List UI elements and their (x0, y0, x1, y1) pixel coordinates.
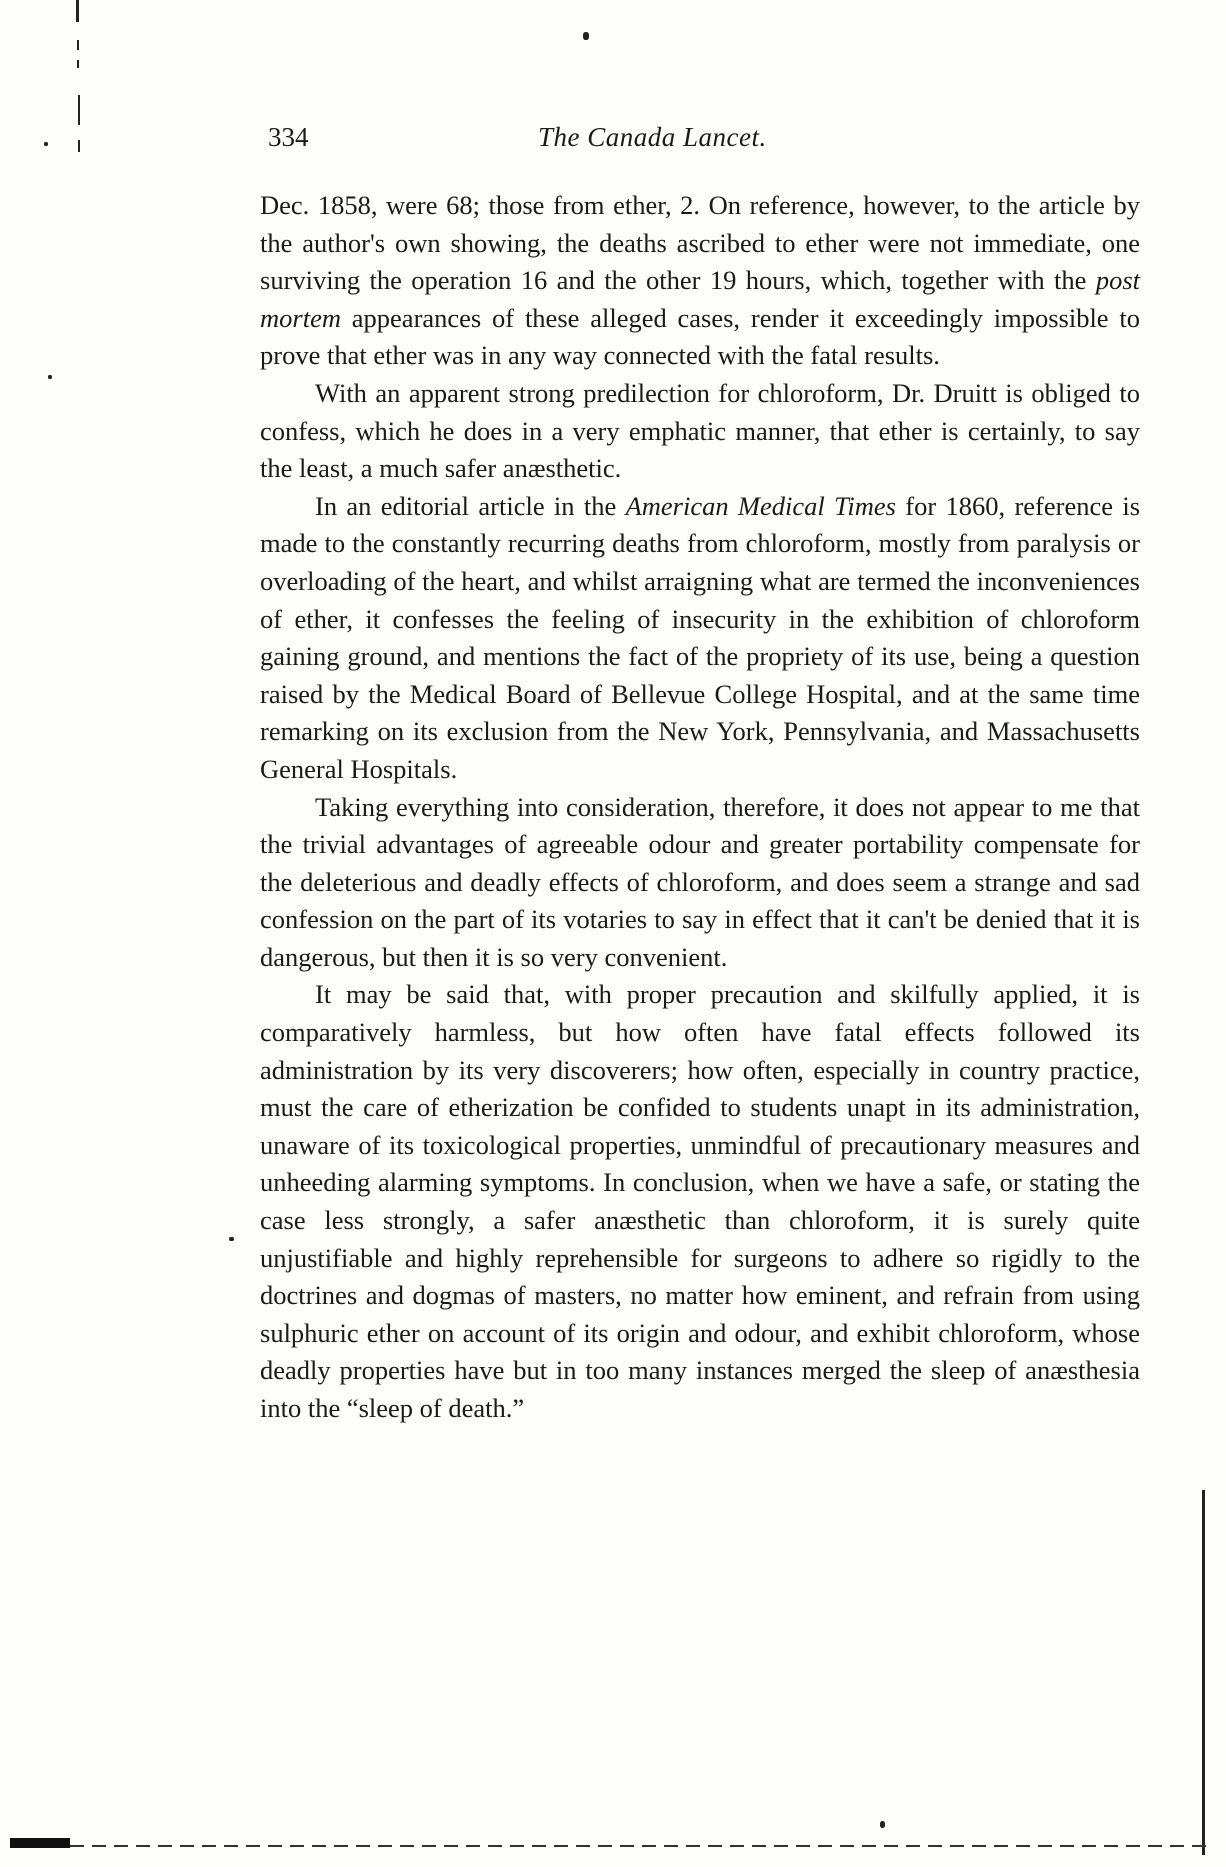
page-edge-line (1202, 1490, 1205, 1855)
scan-mark (76, 0, 79, 22)
scan-mark (10, 1838, 70, 1848)
paragraph-text: It may be said that, with proper precaution and skilfully applied, it is comparatively harmless, but how often have fatal effects followed its administration by its very discoverers; how often, especially in country practice, must the care of etherization be confided to students unapt in its administration, unaware of its toxicological properties, unmindful of precautionary measures and unheeding alarming symptoms. In conclusion, when we have a safe, or stating the case less strongly, a safer anæsthetic than chloroform, it is surely quite unjustifiable and highly reprehensible for surgeons to adhere so rigidly to the doctrines and dogmas of masters, no matter how eminent, and refrain from using sulphuric ether on account of its origin and odour, and exhibit chloroform, whose deadly properties have but in too many instances merged the sleep of anæsthesia into the “sleep of death.” (260, 979, 1140, 1423)
italic-text: post mortem (260, 265, 1140, 333)
paragraph (260, 789, 1140, 977)
page-number: 334 (268, 122, 309, 152)
paragraph-text: In an editorial article in the (315, 490, 626, 521)
scan-mark (77, 60, 79, 68)
scan-mark (78, 95, 80, 125)
paragraph-text: With an apparent strong predilection for chloroform, Dr. Druitt is obliged to confess, which he does in a very emphatic manner, that ether is certainly, to say the least, a much safer anæsthetic. (260, 377, 1140, 484)
page-bottom-rule (70, 1845, 1210, 1847)
paragraph (260, 976, 1140, 1427)
scan-dot (583, 32, 589, 40)
scan-dot (229, 1237, 234, 1241)
scan-mark (78, 140, 80, 152)
running-title: The Canada Lancet. (538, 122, 767, 152)
running-header (268, 122, 1148, 162)
paragraph (260, 187, 1140, 375)
paragraph-text: Dec. 1858, were 68; those from ether, 2. On reference, however, to the article by the author's own showing, the deaths ascribed to ether were not immediate, one surviving the operation 16 and the other 19 hours, which, together with the (260, 190, 1140, 296)
paragraph-text: Taking everything into consideration, therefore, it does not appear to me that the trivial advantages of agreeable odour and greater portability compensate for the deleterious and deadly effects of chloroform, and does seem a strange and sad confession on the part of its votaries to say in effect that it can't be denied that it is dangerous, but then it is so very convenient. (260, 791, 1140, 972)
paragraph-text: appearances of these alleged cases, render it exceedingly impossible to prove that ether was in any way connected with the fatal results. (260, 302, 1140, 371)
paragraph (260, 488, 1140, 789)
paragraph (260, 375, 1140, 488)
italic-text: American Medical Times (625, 490, 896, 521)
body-text (260, 187, 1140, 1428)
scan-mark (77, 40, 79, 50)
scan-dot (48, 375, 52, 379)
scan-dot (44, 142, 48, 146)
paragraph-text: for 1860, reference is made to the constantly recurring deaths from chloroform, mostly from paralysis or overloading of the heart, and whilst arraigning what are termed the inconveniences of ether, it confesses the feeling of insecurity in the exhibition of chloroform gaining ground, and mentions the fact of the propriety of its use, being a question raised by the Medical Board of Bellevue College Hospital, and at the same time remarking on its exclusion from the New York, Pennsylvania, and Massachusetts General Hospitals. (260, 490, 1141, 784)
scan-dot (880, 1821, 885, 1828)
